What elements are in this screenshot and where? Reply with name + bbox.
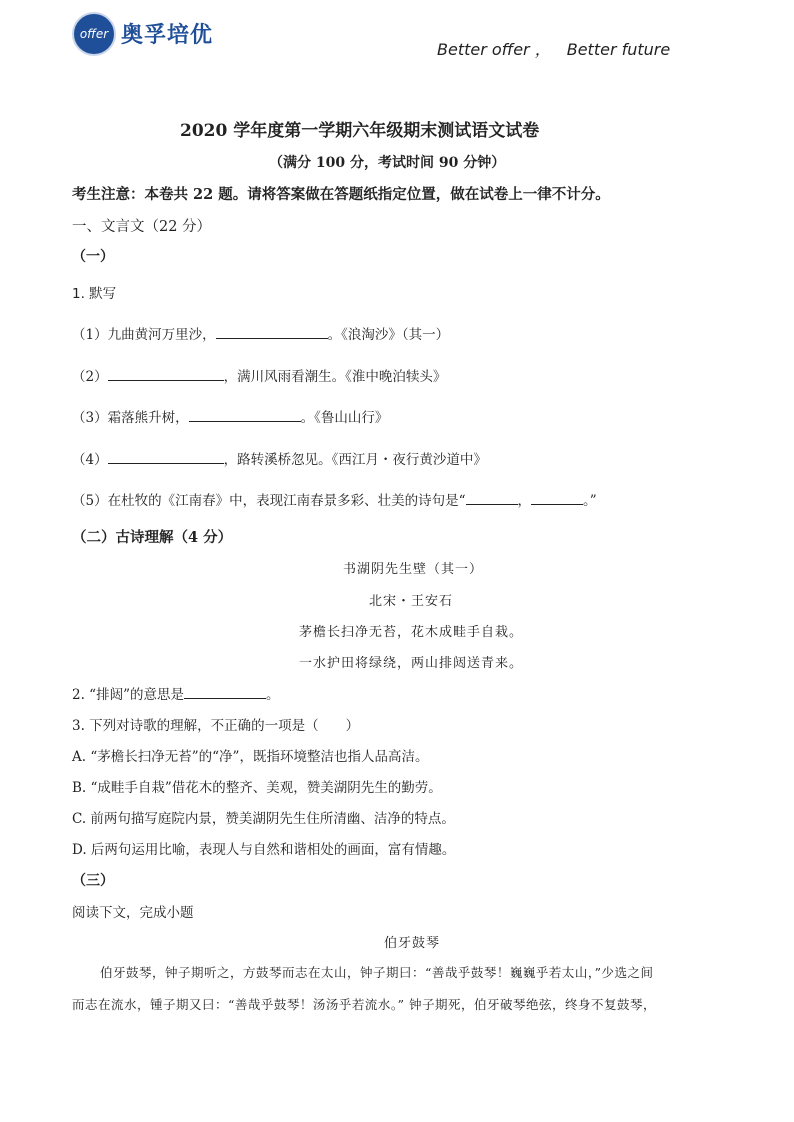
q1-item-2-prefix: （2） xyxy=(72,369,108,385)
part3-label: （三） xyxy=(72,873,114,889)
exam-subtitle: （满分 100 分，考试时间 90 分钟） xyxy=(269,155,506,171)
q1-item-3 xyxy=(72,406,388,426)
answer-blank[interactable] xyxy=(189,409,301,422)
answer-blank[interactable] xyxy=(216,326,328,339)
slogan-part1: Better offer ， xyxy=(437,40,551,59)
q1-item-4-prefix: （4） xyxy=(72,452,108,468)
answer-blank[interactable] xyxy=(108,451,224,464)
q2-prefix: 2. “排闼”的意思是 xyxy=(72,687,184,703)
poem-line-1: 茅檐长扫净无苔，花木成畦手自栽。 xyxy=(299,625,524,640)
poem-author: 北宋・王安石 xyxy=(369,594,454,609)
q1-item-5-prefix: （5）在杜牧的《江南春》中，表现江南春景多彩、壮美的诗句是“ xyxy=(72,493,466,509)
q1-item-2 xyxy=(72,365,446,385)
q1-item-1 xyxy=(72,323,449,343)
brand-logo xyxy=(72,12,116,56)
q1-item-5-middle: ， xyxy=(517,493,531,509)
part1-label: （一） xyxy=(72,249,114,265)
q3-option-c: C. 前两句描写庭院内景，赞美湖阴先生住所清幽、洁净的特点。 xyxy=(72,811,455,827)
slogan-part2: Better future xyxy=(566,40,671,59)
passage-line-1: 伯牙鼓琴，钟子期听之，方鼓琴而志在太山，钟子期曰：“善哉乎鼓琴！巍巍乎若太山，”少选之间 xyxy=(100,965,654,980)
poem-title: 书湖阴先生壁（其一） xyxy=(343,562,484,577)
q1-item-2-suffix: ，满川风雨看潮生。《淮中晚泊犊头》 xyxy=(223,369,447,385)
q1-item-4-suffix: ，路转溪桥忽见。《西江月・夜行黄沙道中》 xyxy=(223,452,487,468)
answer-blank[interactable] xyxy=(108,368,224,381)
q1-item-3-suffix: 。《鲁山山行》 xyxy=(300,410,389,426)
q1-item-5-suffix: 。” xyxy=(583,493,597,509)
q1-item-1-prefix: （1）九曲黄河万里沙， xyxy=(72,327,216,343)
question-3-stem: 3. 下列对诗歌的理解，不正确的一项是（ ） xyxy=(72,718,360,734)
q1-item-3-prefix: （3）霜落熊升树， xyxy=(72,410,189,426)
reading-instruction: 阅读下文，完成小题 xyxy=(72,905,194,921)
brand-name: 奥孚培优 xyxy=(121,23,214,48)
section-heading: 一、文言文（22 分） xyxy=(72,219,212,235)
part2-heading: （二）古诗理解（4 分） xyxy=(72,529,233,546)
answer-blank[interactable] xyxy=(466,492,518,505)
poem-line-2: 一水护田将绿绕，两山排闼送青来。 xyxy=(299,656,524,671)
answer-blank[interactable] xyxy=(531,492,583,505)
q3-option-d: D. 后两句运用比喻，表现人与自然和谐相处的画面，富有情趣。 xyxy=(72,842,456,858)
logo-mark-text: offer xyxy=(79,27,109,41)
answer-blank[interactable] xyxy=(184,686,266,699)
exam-title: 2020 学年度第一学期六年级期末测试语文试卷 xyxy=(180,121,540,141)
q2-suffix: 。 xyxy=(265,687,280,703)
q1-item-4 xyxy=(72,448,487,468)
question-2 xyxy=(72,683,279,703)
q3-option-a: A. “茅檐长扫净无苔”的“净”，既指环境整洁也指人品高洁。 xyxy=(72,749,429,765)
passage-line-2: 而志在流水，锺子期又曰：“善哉乎鼓琴！汤汤乎若流水。” 钟子期死，伯牙破琴绝弦，终身不复鼓琴， xyxy=(72,997,657,1012)
q1-item-1-suffix: 。《浪淘沙》（其一） xyxy=(327,327,450,343)
exam-notice: 考生注意：本卷共 22 题。请将答案做在答题纸指定位置，做在试卷上一律不计分。 xyxy=(72,186,610,203)
passage-title: 伯牙鼓琴 xyxy=(384,936,441,951)
q1-label: 1. 默写 xyxy=(72,286,117,302)
q1-item-5 xyxy=(72,489,597,509)
q3-option-b: B. “成畦手自栽”借花木的整齐、美观，赞美湖阴先生的勤劳。 xyxy=(72,780,442,796)
slogan xyxy=(437,37,670,60)
